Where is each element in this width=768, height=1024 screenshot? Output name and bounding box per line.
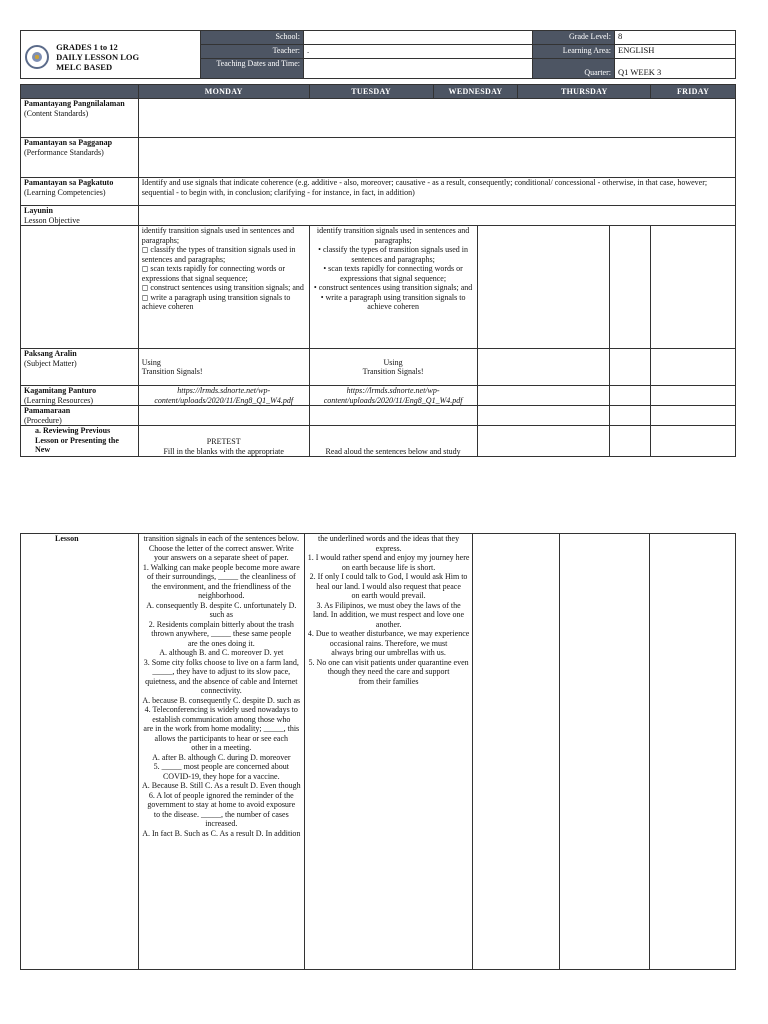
wednesday-subject[interactable] bbox=[477, 349, 610, 386]
lesson-objective-value[interactable] bbox=[138, 206, 735, 226]
teaching-dates-label: Teaching Dates and Time: bbox=[201, 59, 304, 79]
title-line-3: MELC BASED bbox=[56, 61, 113, 72]
thursday-objective[interactable] bbox=[610, 226, 651, 349]
learning-area-label: Learning Area: bbox=[533, 45, 615, 59]
friday-review[interactable] bbox=[651, 426, 736, 457]
monday-pretest[interactable]: PRETEST Fill in the blanks with the appropriate bbox=[138, 426, 309, 457]
learning-area-field[interactable]: ENGLISH bbox=[615, 45, 736, 59]
learning-competencies-label: Pamantayan sa Pagkatuto (Learning Competencies) bbox=[21, 178, 139, 206]
teacher-label: Teacher: bbox=[201, 45, 304, 59]
monday-pretest-items[interactable]: transition signals in each of the sentences below. Choose the letter of the correct answer. Write your answers on a separate sheet of paper. 1. Walking can make people become more aware of their surroundings, _____ the cleanliness of the environment, and the friendliness of the neighborhood. A. consequently B. despite C. unfortunately D. such as 2. Residents complain bitterly about the trash thrown anywhere, _____ these same people are the ones doing it. A. although B. and C. moreover D. yet 3. Some city folks choose to live on a farm land, _____, they have to adjust to its slow pace, quietness, and the absence of cable and Internet connectivity. A. because B. consequently C. despite D. such as 4. Teleconferencing is widely used nowadays to establish communication among those who are in the work from home modality; _____, this allows the participants to hear or see each other in a meeting. A. after B. although C. during D. moreover 5. _____ most people are concerned about COVID-19, they hope for a vaccine. A. Because B. Still C. As a result D. Even though 6. A lot of people ignored the reminder of the government to stay at home to avoid exposure to the disease. _____, the number of cases increased. A. In fact B. Such as C. As a result D. In addition bbox=[138, 534, 304, 970]
tuesday-subject[interactable]: Using Transition Signals! bbox=[309, 349, 477, 386]
friday-resource[interactable] bbox=[651, 386, 736, 406]
monday-objective[interactable]: identify transition signals used in sentences and paragraphs; ◻ classify the types of transition signals used in sentences and paragraphs; ◻ scan texts rapidly for connecting words or expressions that signal sequence; ◻ construct sentences using transition signals; and ◻ write a paragraph using transition signals to achieve coheren bbox=[138, 226, 309, 349]
row-reviewing-lesson bbox=[21, 426, 736, 457]
row-procedure bbox=[21, 406, 736, 426]
row-performance-standards bbox=[21, 138, 736, 178]
friday-review-continued[interactable] bbox=[650, 534, 736, 970]
quarter-field[interactable]: Q1 WEEK 3 bbox=[615, 59, 736, 79]
row-subject-matter bbox=[21, 349, 736, 386]
row-learning-competencies bbox=[21, 178, 736, 206]
school-label: School: bbox=[201, 31, 304, 45]
col-wednesday: WEDNESDAY bbox=[433, 85, 518, 99]
tuesday-objective[interactable]: identify transition signals used in sentences and paragraphs; • classify the types of transition signals used in sentences and paragraphs; • scan texts rapidly for connecting words or expressions that signal sequence; • construct sentences using transition signals; and • write a paragraph using transition signals to achieve coheren bbox=[309, 226, 477, 349]
day-header-row bbox=[21, 85, 736, 99]
row-learning-resources bbox=[21, 386, 736, 406]
thursday-review[interactable] bbox=[610, 426, 651, 457]
content-standards-label: Pamantayang Pangnilalaman (Content Standards) bbox=[21, 99, 139, 138]
performance-standards-value[interactable] bbox=[138, 138, 735, 178]
grade-level-field[interactable]: 8 bbox=[615, 31, 736, 45]
tuesday-reading[interactable]: Read aloud the sentences below and study bbox=[309, 426, 477, 457]
title-cell bbox=[21, 31, 201, 79]
monday-subject[interactable]: Using Transition Signals! bbox=[138, 349, 309, 386]
wednesday-resource[interactable] bbox=[477, 386, 610, 406]
thursday-review-continued[interactable] bbox=[560, 534, 650, 970]
quarter-label: Quarter: bbox=[533, 59, 615, 79]
learning-resources-label: Kagamitang Panturo (Learning Resources) bbox=[21, 386, 139, 406]
procedure-label: Pamamaraan (Procedure) bbox=[21, 406, 139, 426]
tuesday-resource-link[interactable]: https://lrmds.sdnorte.net/wp-content/uploads/2020/11/Eng8_Q1_W4.pdf bbox=[309, 386, 477, 406]
col-tuesday: TUESDAY bbox=[309, 85, 433, 99]
monday-resource-link[interactable]: https://lrmds.sdnorte.net/wp-content/uploads/2020/11/Eng8_Q1_W4.pdf bbox=[138, 386, 309, 406]
col-thursday: THURSDAY bbox=[518, 85, 651, 99]
deped-seal-icon bbox=[25, 45, 49, 69]
performance-standards-label: Pamantayan sa Pagganap (Performance Standards) bbox=[21, 138, 139, 178]
document-title bbox=[56, 42, 139, 72]
wednesday-review[interactable] bbox=[477, 426, 610, 457]
friday-subject[interactable] bbox=[651, 349, 736, 386]
objectives-days-label bbox=[21, 226, 139, 349]
row-reviewing-lesson-continued bbox=[21, 534, 736, 970]
lesson-log-table-continued bbox=[20, 533, 736, 970]
lesson-objective-label: Layunin Lesson Objective bbox=[21, 206, 139, 226]
title-line-2: DAILY LESSON LOG bbox=[56, 51, 140, 62]
header-table bbox=[20, 30, 736, 79]
learning-competencies-value[interactable]: Identify and use signals that indicate coherence (e.g. additive - also, moreover; causative - as a result, consequently; conditional/ concessional - otherwise, in that case, however; sequential - to begin with, in conclusion; clarifying - for instance, in fact, in addition) bbox=[138, 178, 735, 206]
col-friday: FRIDAY bbox=[651, 85, 736, 99]
school-field[interactable] bbox=[304, 31, 533, 45]
reviewing-lesson-label-continued: Lesson bbox=[21, 534, 139, 970]
wednesday-objective[interactable] bbox=[477, 226, 610, 349]
title-line-1: GRADES 1 to 12 bbox=[56, 41, 118, 52]
teaching-dates-field[interactable] bbox=[304, 59, 533, 79]
grade-level-label: Grade Level: bbox=[533, 31, 615, 45]
col-monday: MONDAY bbox=[138, 85, 309, 99]
content-standards-value[interactable] bbox=[138, 99, 735, 138]
row-lesson-objective bbox=[21, 206, 736, 226]
friday-objective[interactable] bbox=[651, 226, 736, 349]
wednesday-review-continued[interactable] bbox=[473, 534, 560, 970]
tuesday-reading-sentences[interactable]: the underlined words and the ideas that they express. 1. I would rather spend and enjoy my journey here on earth because life is short. 2. If only I could talk to God, I would ask Him to heal our land. I would also request that peace on earth would prevail. 3. As Filipinos, we must obey the laws of the land. In addition, we must respect and love one another. 4. Due to weather disturbance, we may experience occasional rains. Therefore, we must always bring our umbrellas with us. 5. No one can visit patients under quarantine even though they need the care and support from their families bbox=[304, 534, 473, 970]
lesson-log-table bbox=[20, 84, 736, 457]
thursday-subject[interactable] bbox=[610, 349, 651, 386]
empty-header bbox=[21, 85, 139, 99]
teacher-field[interactable]: . bbox=[304, 45, 533, 59]
row-objectives-days bbox=[21, 226, 736, 349]
subject-matter-label: Paksang Aralin (Subject Matter) bbox=[21, 349, 139, 386]
reviewing-lesson-label: a. Reviewing Previous Lesson or Presenting the New bbox=[21, 426, 139, 457]
thursday-resource[interactable] bbox=[610, 386, 651, 406]
row-content-standards bbox=[21, 99, 736, 138]
